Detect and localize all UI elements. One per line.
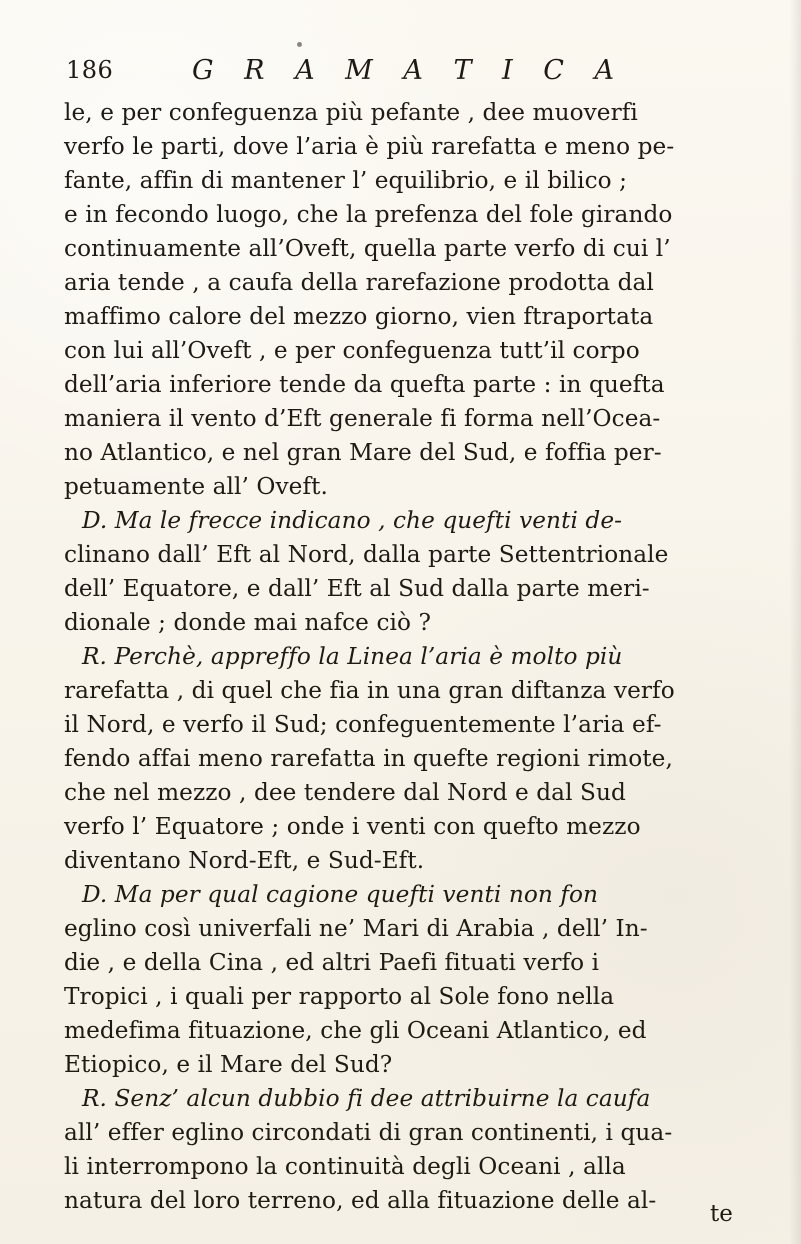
text-line: le, e per confeguenza più pefante , dee muoverfi [64,99,638,126]
text-line: dionale ; donde mai nafce ciò ? [64,609,432,636]
text-line: rarefatta , di quel che fia in una gran diftanza verfo [64,677,675,704]
text-line: natura del loro terreno, ed alla fituazione delle al- [64,1187,657,1214]
speaker-line: D. Ma per qual cagione quefti venti non fon [82,881,599,908]
text-line: diventano Nord-Eft, e Sud-Eft. [64,847,425,874]
text-line: eglino così univerfali ne’ Mari di Arabia , dell’ In- [64,915,648,942]
text-line: maffimo calore del mezzo giorno, vien ftraportata [64,303,654,330]
text-line: e in fecondo luogo, che la prefenza del fole girando [64,201,673,228]
text-line: all’ effer eglino circondati di gran continenti, i qua- [64,1119,673,1146]
text-line: continuamente all’Oveft, quella parte verfo di cui l’ [64,235,671,262]
text-line: verfo le parti, dove l’aria è più rarefatta e meno pe- [64,133,675,160]
text-line: fante, affin di mantener l’ equilibrio, e il bilico ; [64,167,628,194]
ink-dot [297,42,302,47]
text-line: medefima fituazione, che gli Oceani Atlantico, ed [64,1017,647,1044]
page-header [66,56,726,96]
text-line: aria tende , a caufa della rarefazione prodotta dal [64,269,654,296]
catchword: te [710,1201,733,1227]
text-line: clinano dall’ Eft al Nord, dalla parte Settentrionale [64,541,669,568]
speaker-line: D. Ma le frecce indicano , che quefti venti de- [82,507,623,534]
text-line: il Nord, e verfo il Sud; confeguentemente l’aria ef- [64,711,662,738]
text-line: fendo affai meno rarefatta in quefte regioni rimote, [64,745,673,772]
text-line: verfo l’ Equatore ; onde i venti con quefto mezzo [64,813,641,840]
text-line: petuamente all’ Oveft. [64,473,328,500]
text-line: Etiopico, e il Mare del Sud? [64,1051,393,1078]
speaker-line: R. Senz’ alcun dubbio fi dee attribuirne la caufa [82,1085,651,1112]
running-title: G R A M A T I C A [192,55,626,86]
text-line: maniera il vento d’Eft generale fi forma nell’Ocea- [64,405,661,432]
text-line: die , e della Cina , ed altri Paefi fituati verfo i [64,949,600,976]
page-edge-shadow [789,0,801,1244]
speaker-line: R. Perchè, appreffo la Linea l’aria è molto più [82,643,623,670]
text-line: Tropici , i quali per rapporto al Sole fono nella [64,983,615,1010]
page-number: 186 [66,56,114,84]
text-line: dell’aria inferiore tende da quefta parte : in quefta [64,371,665,398]
text-line: li interrompono la continuità degli Oceani , alla [64,1153,626,1180]
text-line: che nel mezzo , dee tendere dal Nord e dal Sud [64,779,626,806]
text-line: dell’ Equatore, e dall’ Eft al Sud dalla parte meri- [64,575,650,602]
text-line: no Atlantico, e nel gran Mare del Sud, e foffia per- [64,439,662,466]
text-line: con lui all’Oveft , e per confeguenza tutt’il corpo [64,337,640,364]
